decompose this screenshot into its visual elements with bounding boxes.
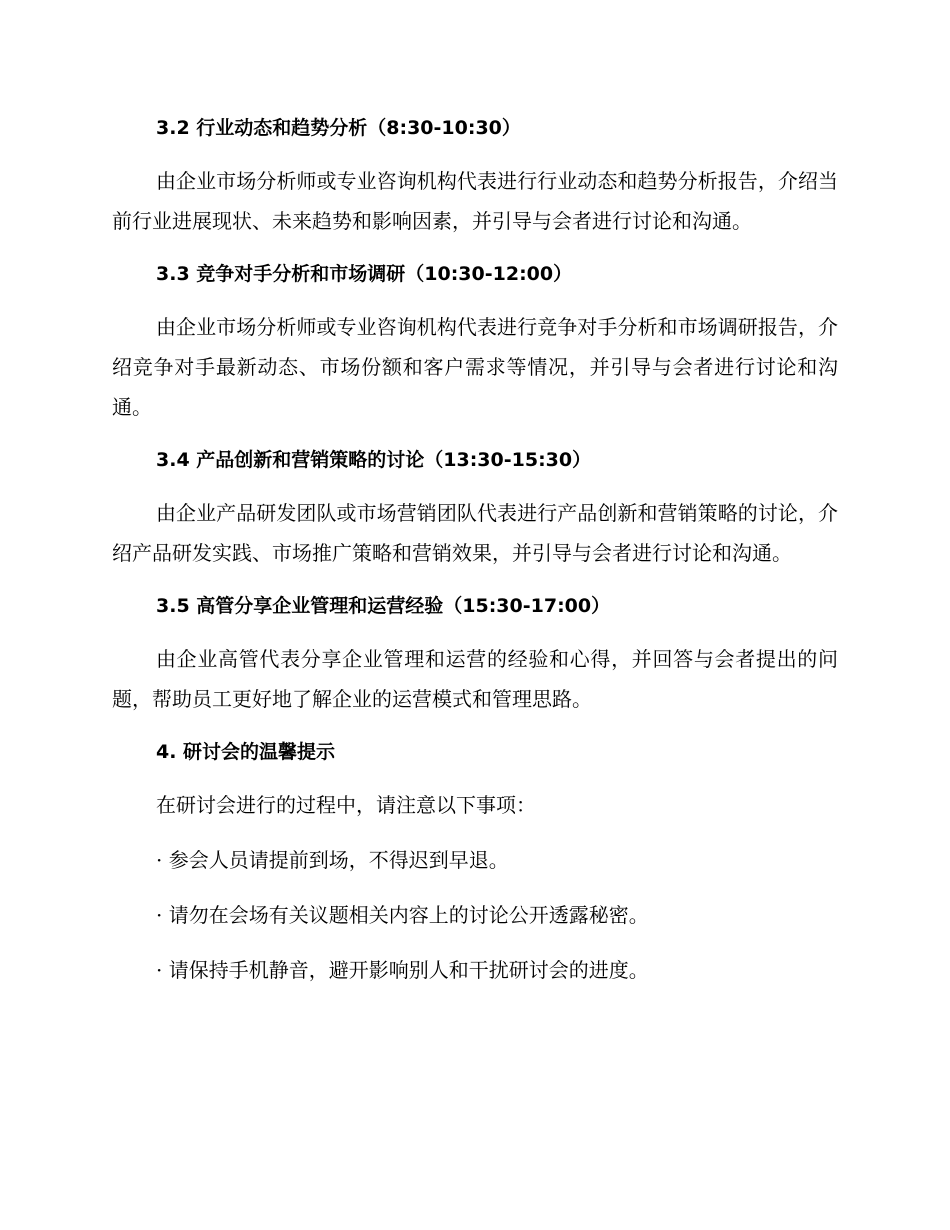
section-heading-3-5: 3.5 高管分享企业管理和运营经验（15:30-17:00） bbox=[156, 595, 611, 617]
section-body-3-4: 由企业产品研发团队或市场营销团队代表进行产品创新和营销策略的讨论，介绍产品研发实践、市场推广策略和营销效果，并引导与会者进行讨论和沟通。 bbox=[112, 501, 838, 565]
section-body-3-2: 由企业市场分析师或专业咨询机构代表进行行业动态和趋势分析报告，介绍当前行业进展现状、未来趋势和影响因素，并引导与会者进行讨论和沟通。 bbox=[112, 169, 838, 233]
section-heading-3-4: 3.4 产品创新和营销策略的讨论（13:30-15:30） bbox=[156, 449, 592, 471]
document-content bbox=[112, 110, 838, 1005]
tips-bullet-item: · 请保持手机静音，避开影响别人和干扰研讨会的进度。 bbox=[156, 958, 649, 982]
section-body-3-5: 由企业高管代表分享企业管理和运营的经验和心得，并回答与会者提出的问题，帮助员工更好地了解企业的运营模式和管理思路。 bbox=[112, 647, 838, 711]
tips-bullet-item: · 请勿在会场有关议题相关内容上的讨论公开透露秘密。 bbox=[156, 903, 649, 927]
section-heading-3-2: 3.2 行业动态和趋势分析（8:30-10:30） bbox=[156, 117, 521, 139]
section-body-3-3: 由企业市场分析师或专业咨询机构代表进行竞争对手分析和市场调研报告，介绍竞争对手最新动态、市场份额和客户需求等情况，并引导与会者进行讨论和沟通。 bbox=[112, 315, 838, 419]
tips-heading: 4. 研讨会的温馨提示 bbox=[156, 741, 336, 763]
tips-bullet-item: · 参会人员请提前到场，不得迟到早退。 bbox=[156, 848, 509, 872]
tips-intro: 在研讨会进行的过程中，请注意以下事项： bbox=[156, 793, 536, 817]
section-heading-3-3: 3.3 竞争对手分析和市场调研（10:30-12:00） bbox=[156, 263, 573, 285]
